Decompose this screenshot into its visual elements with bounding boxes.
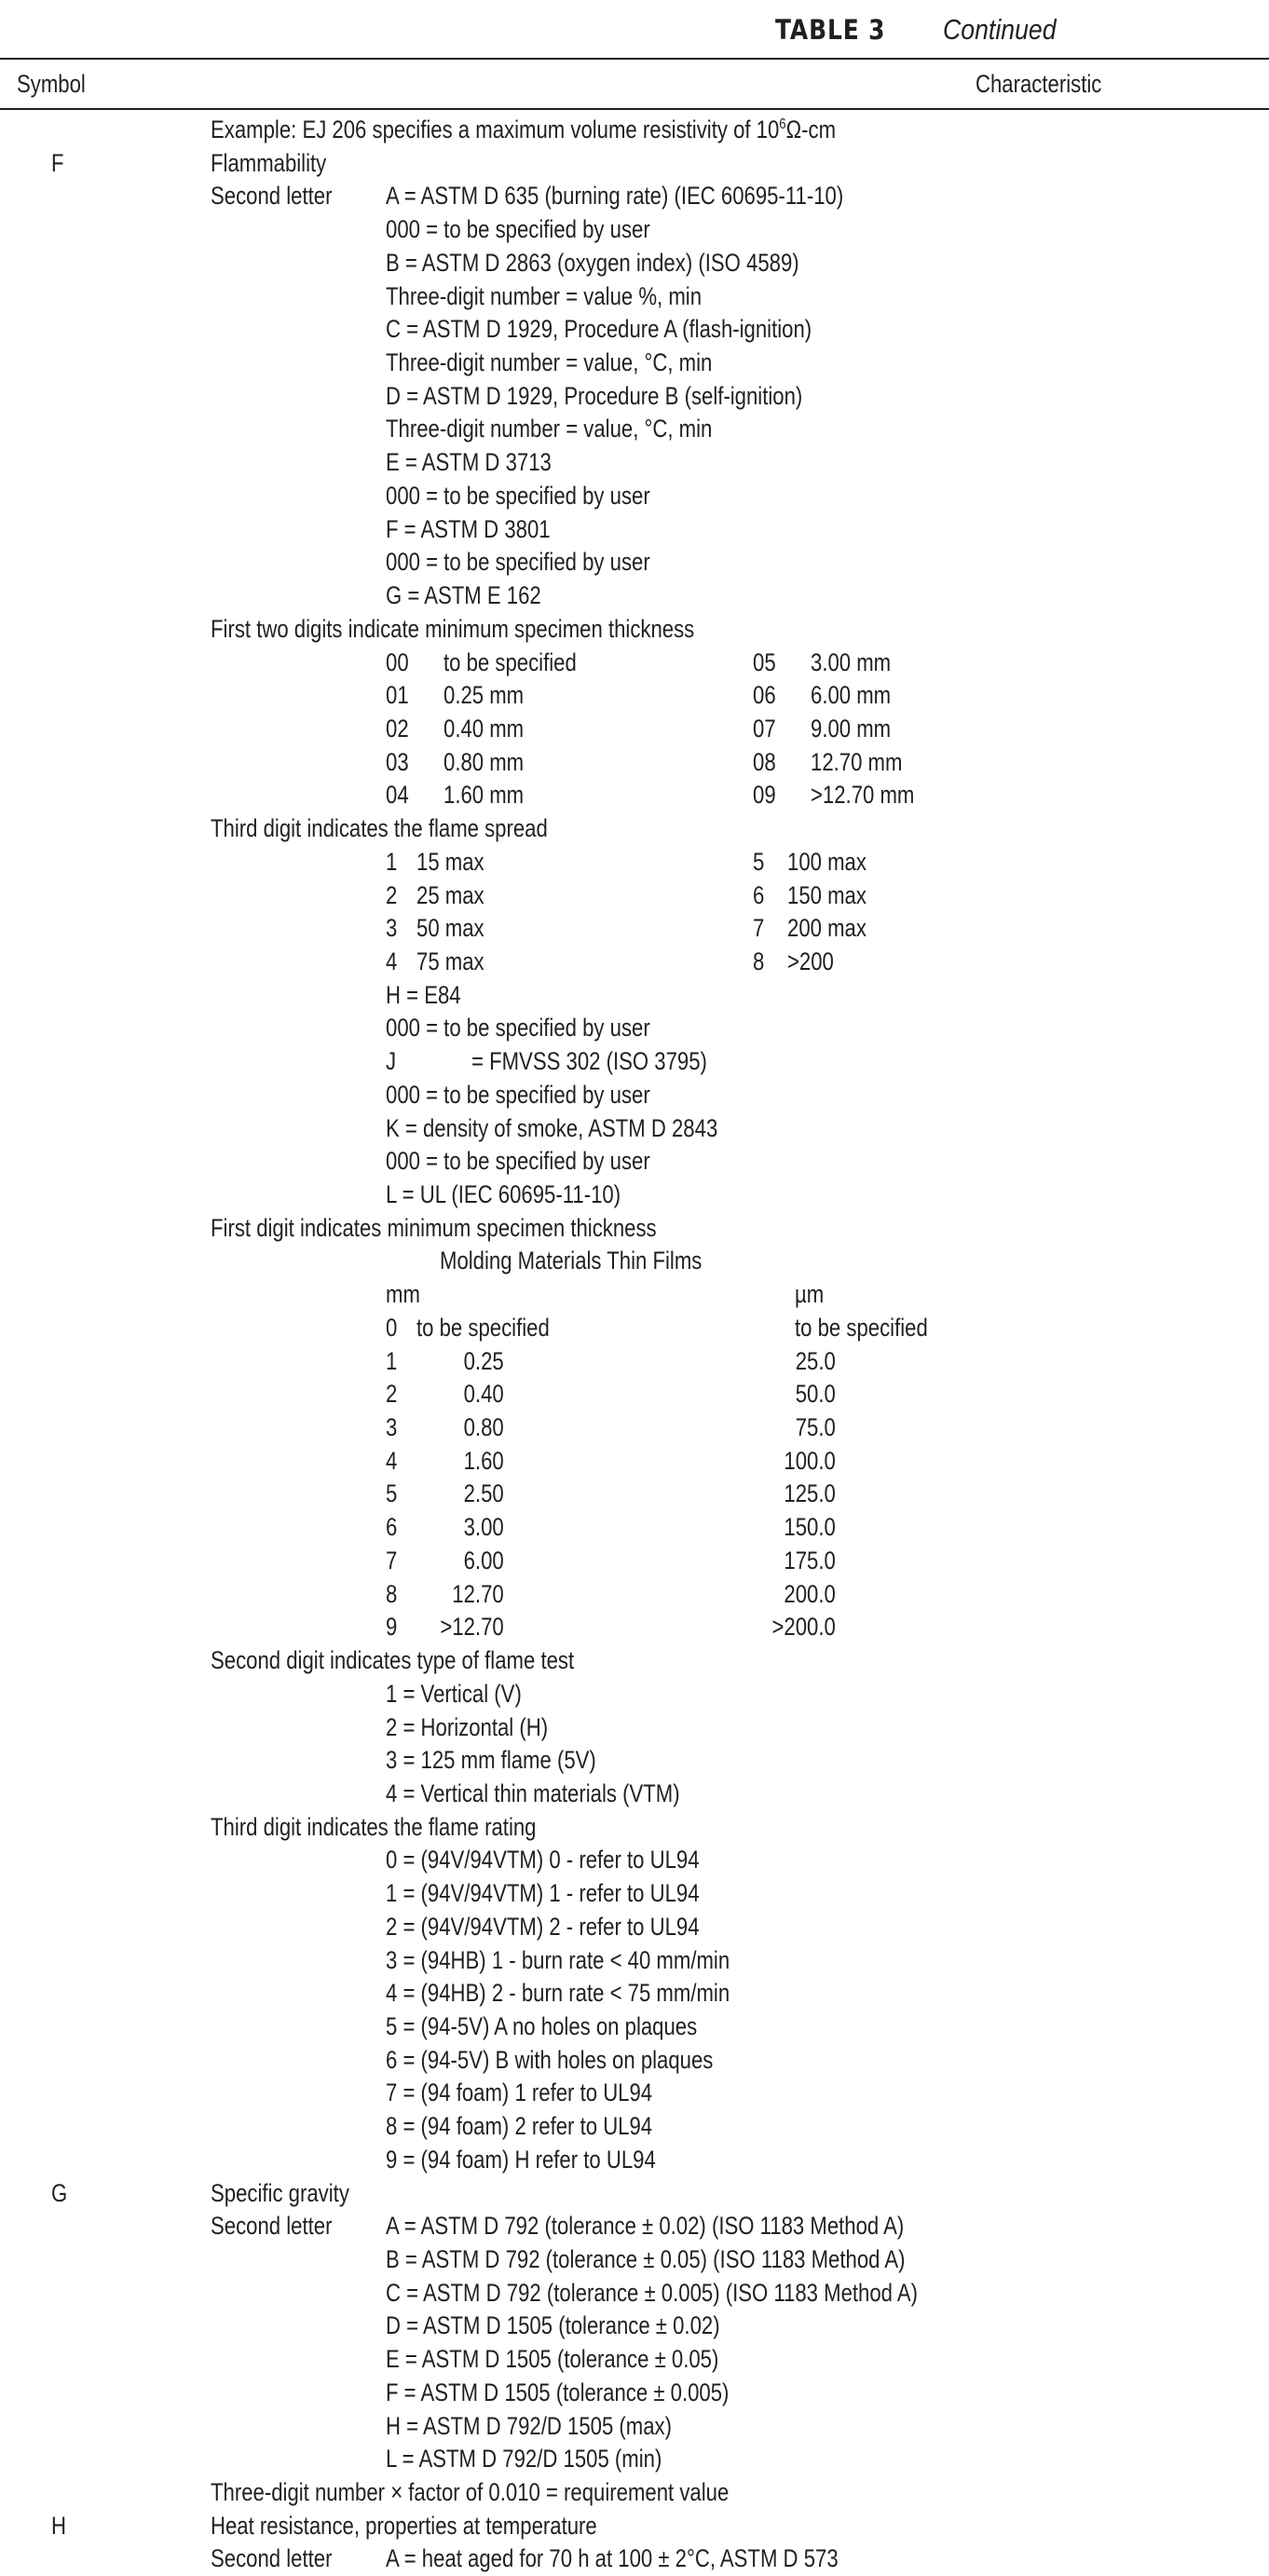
um-value: 50.0 [795, 1380, 836, 1409]
mm-value: 12.70 [452, 1579, 504, 1608]
code-definition: = FMVSS 302 (ISO 3795) [471, 1047, 707, 1076]
list-item [0, 2377, 1269, 2410]
um-value: 100.0 [784, 1446, 836, 1475]
code-letter-J: J [386, 1047, 397, 1076]
value: to be specified [443, 647, 577, 676]
second-letter-label: Second letter [211, 2544, 333, 2573]
list-item [0, 180, 1269, 213]
list-item [0, 1678, 1269, 1711]
value: 0.80 mm [443, 747, 525, 776]
code: 05 [753, 647, 776, 676]
example-row [0, 114, 1269, 147]
value: >200 [787, 947, 834, 975]
um-value: 200.0 [784, 1579, 836, 1608]
code: 06 [753, 681, 776, 710]
third-digit-rating-heading: Third digit indicates the flame rating [211, 1812, 537, 1841]
code: 1 [386, 847, 398, 876]
thin-row [0, 1345, 1269, 1379]
section-title-heat-resistance: Heat resistance, properties at temperature [211, 2511, 597, 2540]
thickness-row [0, 679, 1269, 713]
list-item [0, 380, 1269, 414]
list-item [0, 1711, 1269, 1745]
spread-row [0, 946, 1269, 979]
code: 02 [386, 714, 409, 743]
code: 4 [386, 1446, 398, 1475]
code-definition: B = ASTM D 2863 (oxygen index) (ISO 4589) [386, 248, 799, 277]
list-item [0, 446, 1269, 480]
example-superscript: 6 [779, 116, 786, 132]
code: 07 [753, 714, 776, 743]
flame-test-type: 3 = 125 mm flame (5V) [386, 1746, 596, 1775]
flame-rating: 6 = (94-5V) B with holes on plaques [386, 2045, 714, 2074]
code: 6 [753, 880, 765, 909]
thin-row [0, 1411, 1269, 1445]
code-definition: A = ASTM D 792 (tolerance ± 0.02) (ISO 1183 Method A) [386, 2212, 905, 2241]
list-item [0, 1045, 1269, 1079]
factor-note: Three-digit number × factor of 0.010 = requirement value [211, 2478, 730, 2507]
flame-test-type: 1 = Vertical (V) [386, 1679, 522, 1708]
code: 5 [386, 1479, 398, 1508]
list-item [0, 2410, 1269, 2444]
section-title-flammability: Flammability [211, 148, 327, 177]
molding-heading: Molding Materials Thin Films [440, 1247, 703, 1275]
flame-rating: 9 = (94 foam) H refer to UL94 [386, 2145, 656, 2174]
value: 6.00 mm [811, 681, 892, 710]
list-item [0, 2277, 1269, 2310]
um-value: 150.0 [784, 1513, 836, 1542]
code: 6 [386, 1513, 398, 1542]
list-item [0, 280, 1269, 314]
table-label: TABLE 3 [775, 14, 886, 46]
spread-row [0, 846, 1269, 879]
example-text [211, 114, 836, 147]
list-item [0, 2044, 1269, 2078]
code: 03 [386, 747, 409, 776]
subheading-row [0, 1811, 1269, 1845]
second-digit-heading: Second digit indicates type of flame test [211, 1646, 575, 1675]
value: 200 max [787, 914, 866, 943]
list-item [0, 1012, 1269, 1045]
flame-rating: 5 = (94-5V) A no holes on plaques [386, 2011, 698, 2040]
list-item [0, 413, 1269, 446]
list-item [0, 2210, 1269, 2243]
symbol-F: F [51, 148, 64, 177]
list-item [0, 1877, 1269, 1911]
subheading-row [0, 1644, 1269, 1678]
list-item [0, 313, 1269, 347]
code: 3 [386, 914, 398, 943]
um-value: 125.0 [784, 1479, 836, 1508]
thin-row [0, 1445, 1269, 1479]
example-text-post: Ω-cm [785, 116, 837, 143]
mm-value: 1.60 [463, 1446, 504, 1475]
code-definition: 000 = to be specified by user [386, 1080, 650, 1109]
list-item [0, 247, 1269, 280]
subheading-row [0, 1245, 1269, 1278]
value: 100 max [787, 847, 866, 876]
list-item [0, 546, 1269, 579]
flame-rating: 1 = (94V/94VTM) 1 - refer to UL94 [386, 1879, 700, 1908]
value: 25 max [416, 880, 484, 909]
list-item [0, 2443, 1269, 2476]
code: 04 [386, 781, 409, 810]
code-definition: D = ASTM D 1929, Procedure B (self-ignition) [386, 381, 803, 410]
code-definition: G = ASTM E 162 [386, 581, 541, 610]
symbol-G: G [51, 2178, 68, 2207]
list-item [0, 1179, 1269, 1212]
unit-row [0, 1278, 1269, 1312]
code-definition: C = ASTM D 1929, Procedure A (flash-ignition) [386, 315, 812, 344]
flame-rating: 2 = (94V/94VTM) 2 - refer to UL94 [386, 1912, 700, 1941]
table-suffix: Continued [943, 13, 1057, 46]
code: 1 [386, 1346, 398, 1375]
flame-test-type: 2 = Horizontal (H) [386, 1712, 549, 1741]
thin-row [0, 1578, 1269, 1612]
value: 75 max [416, 947, 484, 975]
list-item [0, 2542, 1269, 2576]
code-definition: 000 = to be specified by user [386, 1014, 650, 1043]
code: 2 [386, 1380, 398, 1409]
code-definition: D = ASTM D 1505 (tolerance ± 0.02) [386, 2311, 720, 2340]
header-rule [0, 108, 1269, 110]
note-row [0, 2476, 1269, 2510]
subheading-row [0, 613, 1269, 647]
list-item [0, 579, 1269, 613]
code: 2 [386, 880, 398, 909]
code-definition: E = ASTM D 1505 (tolerance ± 0.05) [386, 2345, 719, 2374]
thickness-row [0, 713, 1269, 746]
mm-value: 2.50 [463, 1479, 504, 1508]
flame-rating: 0 = (94V/94VTM) 0 - refer to UL94 [386, 1846, 700, 1874]
list-item [0, 2343, 1269, 2377]
code-definition: 000 = to be specified by user [386, 215, 650, 244]
thickness-row [0, 746, 1269, 780]
list-item [0, 1744, 1269, 1778]
example-text-pre: Example: EJ 206 specifies a maximum volume resistivity of 10 [211, 116, 780, 143]
code: 08 [753, 747, 776, 776]
um-value: 75.0 [795, 1413, 836, 1442]
value: 1.60 mm [443, 781, 525, 810]
mm-value: 0.40 [463, 1380, 504, 1409]
value: >12.70 mm [811, 781, 915, 810]
list-item [0, 480, 1269, 513]
code-definition: F = ASTM D 1505 (tolerance ± 0.005) [386, 2378, 730, 2406]
code-definition: H = ASTM D 792/D 1505 (max) [386, 2411, 673, 2440]
subheading-row [0, 812, 1269, 846]
flame-rating: 7 = (94 foam) 1 refer to UL94 [386, 2079, 653, 2107]
code: 7 [753, 914, 765, 943]
code-definition: C = ASTM D 792 (tolerance ± 0.005) (ISO 1183 Method A) [386, 2278, 919, 2307]
mm-value: >12.70 [440, 1613, 504, 1642]
code-definition: H = E84 [386, 980, 461, 1009]
mm-value: 0.25 [463, 1346, 504, 1375]
value: 50 max [416, 914, 484, 943]
code-definition: A = ASTM D 635 (burning rate) (IEC 60695-11-10) [386, 182, 844, 211]
mm-value: to be specified [416, 1313, 550, 1342]
section-row-F [0, 147, 1269, 181]
code: 5 [753, 847, 765, 876]
list-item [0, 2077, 1269, 2110]
list-item [0, 1944, 1269, 1978]
code: 8 [753, 947, 765, 975]
second-letter-label: Second letter [211, 182, 333, 211]
code-definition: Three-digit number = value %, min [386, 281, 703, 310]
value: 15 max [416, 847, 484, 876]
list-item [0, 513, 1269, 547]
code: 8 [386, 1579, 398, 1608]
list-item [0, 979, 1269, 1013]
code-definition: K = density of smoke, ASTM D 2843 [386, 1113, 718, 1142]
code: 3 [386, 1413, 398, 1442]
um-value: 25.0 [795, 1346, 836, 1375]
thin-row [0, 1478, 1269, 1511]
flame-test-type: 4 = Vertical thin materials (VTM) [386, 1779, 680, 1807]
mm-value: 6.00 [463, 1546, 504, 1574]
code-definition: 000 = to be specified by user [386, 481, 650, 510]
value: 3.00 mm [811, 647, 892, 676]
value: 9.00 mm [811, 714, 892, 743]
um-value: >200.0 [771, 1613, 836, 1642]
flame-rating: 3 = (94HB) 1 - burn rate < 40 mm/min [386, 1945, 730, 1974]
table-title [775, 13, 1057, 47]
unit-mm: mm [386, 1280, 420, 1309]
section-title-specific-gravity: Specific gravity [211, 2178, 349, 2207]
list-item [0, 2243, 1269, 2277]
code-definition: L = UL (IEC 60695-11-10) [386, 1180, 621, 1208]
table-body [0, 114, 1269, 2576]
um-value: to be specified [795, 1313, 928, 1342]
thin-row [0, 1611, 1269, 1644]
column-header-symbol: Symbol [17, 70, 86, 98]
section-row-H [0, 2510, 1269, 2543]
symbol-H: H [51, 2511, 66, 2540]
code: 7 [386, 1546, 398, 1574]
flame-spread-heading: Third digit indicates the flame spread [211, 814, 548, 843]
code: 4 [386, 947, 398, 975]
code-definition: A = heat aged for 70 h at 100 ± 2°C, ASTM D 573 [386, 2544, 839, 2573]
list-item [0, 1844, 1269, 1877]
code: 9 [386, 1613, 398, 1642]
value: 150 max [787, 880, 866, 909]
first-digit-heading: First digit indicates minimum specimen thickness [211, 1213, 657, 1242]
list-item [0, 1911, 1269, 1944]
list-item [0, 1112, 1269, 1146]
code-definition: Three-digit number = value, °C, min [386, 348, 713, 377]
unit-um: µm [795, 1280, 825, 1309]
thickness-row [0, 779, 1269, 812]
code-definition: L = ASTM D 792/D 1505 (min) [386, 2445, 662, 2474]
list-item [0, 1145, 1269, 1179]
section-row-G [0, 2177, 1269, 2211]
value: 12.70 mm [811, 747, 903, 776]
code: 00 [386, 647, 409, 676]
code-definition: E = ASTM D 3713 [386, 448, 552, 477]
mm-value: 0.80 [463, 1413, 504, 1442]
code-definition: F = ASTM D 3801 [386, 514, 551, 543]
value: 0.25 mm [443, 681, 525, 710]
mm-value: 3.00 [463, 1513, 504, 1542]
code-definition: Three-digit number = value, °C, min [386, 415, 713, 443]
value: 0.40 mm [443, 714, 525, 743]
flame-rating: 8 = (94 foam) 2 refer to UL94 [386, 2112, 653, 2141]
list-item [0, 1079, 1269, 1112]
code: 01 [386, 681, 409, 710]
list-item [0, 2010, 1269, 2044]
second-letter-label: Second letter [211, 2212, 333, 2241]
list-item [0, 213, 1269, 247]
um-value: 175.0 [784, 1546, 836, 1574]
first-two-digits-heading: First two digits indicate minimum specimen thickness [211, 614, 695, 643]
list-item [0, 347, 1269, 380]
thin-row [0, 1378, 1269, 1411]
code: 09 [753, 781, 776, 810]
list-item [0, 2110, 1269, 2144]
flame-rating: 4 = (94HB) 2 - burn rate < 75 mm/min [386, 1979, 730, 2008]
code: 0 [386, 1313, 398, 1342]
subheading-row [0, 1212, 1269, 1246]
list-item [0, 1977, 1269, 2010]
top-rule [0, 58, 1269, 60]
thickness-row [0, 647, 1269, 680]
list-item [0, 2144, 1269, 2177]
column-header-characteristic: Characteristic [976, 70, 1102, 98]
thin-row [0, 1511, 1269, 1545]
list-item [0, 1778, 1269, 1811]
code-definition: 000 = to be specified by user [386, 548, 650, 577]
list-item [0, 2310, 1269, 2343]
spread-row [0, 879, 1269, 913]
code-definition: 000 = to be specified by user [386, 1147, 650, 1176]
thin-row [0, 1312, 1269, 1345]
code-definition: B = ASTM D 792 (tolerance ± 0.05) (ISO 1183 Method A) [386, 2245, 906, 2273]
thin-row [0, 1545, 1269, 1578]
spread-row [0, 912, 1269, 946]
